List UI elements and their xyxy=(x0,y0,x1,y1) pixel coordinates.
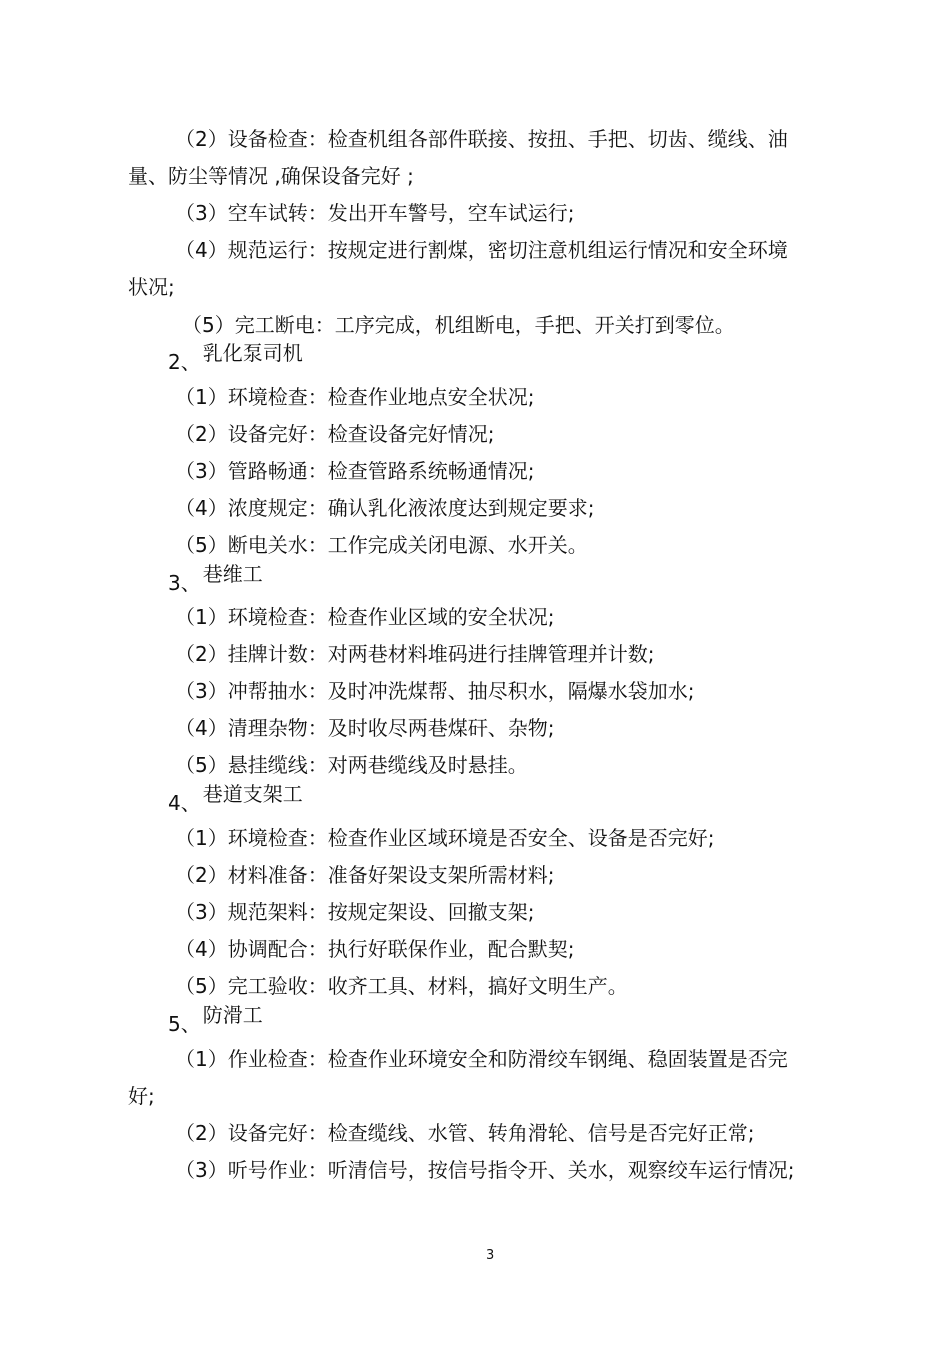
heading-5 xyxy=(168,1001,263,1036)
line-p7: （3）管路畅通：检查管路系统畅通情况; xyxy=(175,459,535,483)
line-p3-l1: （4）规范运行：按规定进行割煤，密切注意机组运行情况和安全环境 xyxy=(175,238,788,262)
line-p18: （4）协调配合：执行好联保作业，配合默契; xyxy=(175,937,575,961)
line-p17: （3）规范架料：按规定架设、回撤支架; xyxy=(175,900,535,924)
heading-text: 防滑工 xyxy=(202,1003,263,1027)
line-p6: （2）设备完好：检查设备完好情况; xyxy=(175,422,495,446)
line-p10: （1）环境检查：检查作业区域的安全状况; xyxy=(175,605,555,629)
heading-text: 巷维工 xyxy=(202,562,263,586)
line-p12: （3）冲帮抽水：及时冲洗煤帮、抽尽积水，隔爆水袋加水; xyxy=(175,679,695,703)
heading-number: 2、 xyxy=(168,350,201,374)
line-p8: （4）浓度规定：确认乳化液浓度达到规定要求; xyxy=(175,496,595,520)
line-p9: （5）断电关水：工作完成关闭电源、水开关。 xyxy=(175,533,588,557)
heading-3 xyxy=(168,560,263,595)
line-p21: （2）设备完好：检查缆线、水管、转角滑轮、信号是否完好正常; xyxy=(175,1121,755,1145)
line-p19: （5）完工验收：收齐工具、材料，搞好文明生产。 xyxy=(175,974,628,998)
heading-number: 4、 xyxy=(168,791,201,815)
line-p14: （5）悬挂缆线：对两巷缆线及时悬挂。 xyxy=(175,753,528,777)
line-p2: （3）空车试转：发出开车警号，空车试运行; xyxy=(175,201,575,225)
heading-number: 3、 xyxy=(168,571,201,595)
heading-4 xyxy=(168,780,303,815)
line-p22: （3）听号作业：听清信号，按信号指令开、关水，观察绞车运行情况; xyxy=(175,1158,795,1182)
line-p3-l2: 状况; xyxy=(128,275,175,299)
line-p15: （1）环境检查：检查作业区域环境是否安全、设备是否完好; xyxy=(175,826,715,850)
line-p16: （2）材料准备：准备好架设支架所需材料; xyxy=(175,863,555,887)
page-number: 3 xyxy=(486,1248,495,1263)
heading-text: 乳化泵司机 xyxy=(202,341,303,365)
heading-text: 巷道支架工 xyxy=(202,782,303,806)
line-p11: （2）挂牌计数：对两巷材料堆码进行挂牌管理并计数; xyxy=(175,642,655,666)
heading-2 xyxy=(168,339,303,374)
heading-number: 5、 xyxy=(168,1012,201,1036)
line-p20-l1: （1）作业检查：检查作业环境安全和防滑绞车钢绳、稳固装置是否完 xyxy=(175,1047,788,1071)
line-p1-l1: （2）设备检查：检查机组各部件联接、按扭、手把、切齿、缆线、油 xyxy=(175,127,788,151)
line-p20-l2: 好; xyxy=(128,1084,155,1108)
line-p4: （5）完工断电：工序完成，机组断电，手把、开关打到零位。 xyxy=(182,313,735,337)
line-p5: （1）环境检查：检查作业地点安全状况; xyxy=(175,385,535,409)
line-p13: （4）清理杂物：及时收尽两巷煤矸、杂物; xyxy=(175,716,555,740)
line-p1-l2: 量、防尘等情况 ,确保设备完好 ; xyxy=(128,164,414,188)
